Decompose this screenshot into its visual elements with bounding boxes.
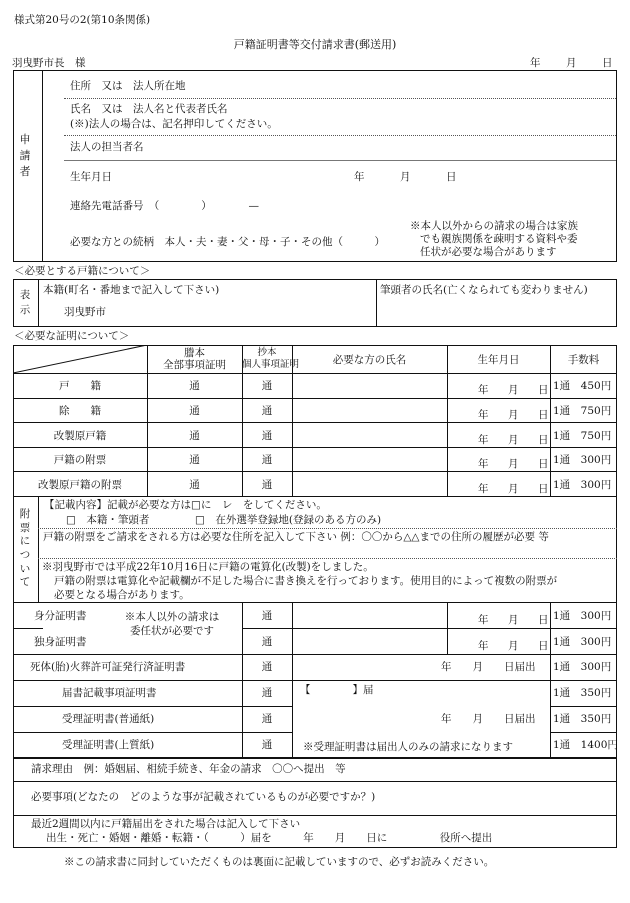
row-fee: 1通 300円 (553, 610, 612, 622)
row-name: 身分証明書 (34, 610, 87, 622)
row-day[interactable]: 日 (538, 614, 549, 626)
row-touhon[interactable]: 通 (189, 454, 200, 466)
relation-label: 必要な方との続柄 本人・夫・妻・父・母・子・その他（ ） (70, 236, 385, 248)
row-count[interactable]: 通 (261, 739, 273, 751)
fuhyo-side-label: 附票について (19, 508, 31, 589)
row-year[interactable]: 年 (478, 384, 489, 396)
corp-person-label: 法人の担当者名 (70, 141, 144, 153)
row-day[interactable]: 日 (538, 434, 549, 446)
col-birth: 生年月日 (477, 354, 520, 366)
row-fee: 1通 750円 (553, 405, 612, 417)
row-month[interactable]: 月 (508, 434, 519, 446)
relation-note: ※本人以外からの請求の場合は家族 でも親族関係を疎明する資料や委 任状が必要な場合があります (410, 220, 578, 258)
address-label: 住所 又は 法人所在地 (70, 80, 186, 92)
row-fee: 1通 450円 (553, 380, 612, 392)
birth-day[interactable]: 日 (446, 171, 457, 183)
row-shohon[interactable]: 通 (261, 430, 273, 442)
check-honseki[interactable]: □ 本籍・筆頭者 (66, 514, 150, 526)
row-fee: 1通 300円 (553, 479, 612, 491)
denshika-note-1: ※羽曳野市では平成22年10月16日に戸籍の電算化(改製)をしました。 (42, 561, 374, 573)
row-year[interactable]: 年 (478, 640, 489, 652)
reason-field[interactable]: 請求理由 例：婚姻届、相続手続き、年金の請求 〇〇へ提出 等 (31, 763, 346, 775)
hittousha-label: 筆頭者の氏名(亡くなられても変わりません) (380, 284, 588, 296)
honseki-value[interactable]: 羽曳野市 (64, 306, 106, 318)
row-fee: 1通 750円 (553, 430, 612, 442)
header-diagonal (13, 345, 148, 373)
col-name: 必要な方の氏名 (332, 354, 407, 366)
birth-label: 生年月日 (70, 171, 112, 183)
row-shohon[interactable]: 通 (261, 479, 273, 491)
form-title: 戸籍証明書等交付請求書(郵送用) (233, 38, 397, 51)
footer-note: ※この請求書に同封していただくものは裏面に記載していますので、必ずお読みください。 (64, 856, 495, 868)
addressee: 羽曳野市長 様 (12, 57, 86, 69)
recent-note: 最近2週間以内に戸籍届出をされた場合は記入して下さい (31, 818, 301, 830)
row-touhon[interactable]: 通 (189, 479, 200, 491)
row-day[interactable]: 日 (538, 640, 549, 652)
form-number: 様式第20号の2(第10条関係) (14, 14, 151, 26)
row-day[interactable]: 日 (538, 384, 549, 396)
koseki-side-label: 表示 (19, 289, 31, 317)
row-date[interactable]: 年 月 日届出 (441, 661, 536, 673)
birth-year[interactable]: 年 (354, 171, 365, 183)
row-date[interactable]: 年 月 日届出 (441, 713, 536, 725)
row-month[interactable]: 月 (508, 640, 519, 652)
fuhyo-address-note: 戸籍の附票をご請求をされる方は必要な住所を記入して下さい 例：〇〇から△△までの住所の履歴が必要 等 (43, 531, 549, 543)
row-day[interactable]: 日 (538, 458, 549, 470)
row-month[interactable]: 月 (508, 614, 519, 626)
row-year[interactable]: 年 (478, 434, 489, 446)
koseki-heading: ＜必要とする戸籍について＞ (14, 265, 151, 277)
row-name: 戸籍の附票 (53, 454, 107, 466)
row-touhon[interactable]: 通 (189, 380, 200, 392)
name-label: 氏名 又は 法人名と代表者氏名 (70, 103, 228, 115)
row-fee: 1通 350円 (553, 713, 612, 725)
row-fee: 1通 1400円 (553, 739, 618, 751)
row-year[interactable]: 年 (478, 614, 489, 626)
fuhyo-instruction: 【記載内容】記載が必要な方は□に レ をしてください。 (44, 499, 327, 511)
applicant-side-label: 申請者 (19, 133, 31, 178)
row-shohon[interactable]: 通 (261, 405, 273, 417)
date-month[interactable]: 月 (566, 57, 577, 69)
row-count[interactable]: 通 (261, 713, 273, 725)
needed-field[interactable]: 必要事項(どなたの どのような事が記載されているものが必要ですか？) (31, 791, 376, 803)
row-name: 戸 籍 (59, 380, 101, 392)
row-fee: 1通 300円 (553, 636, 612, 648)
row-count[interactable]: 通 (261, 687, 273, 699)
col-touhon: 謄本 全部事項証明 (163, 347, 226, 371)
row-month[interactable]: 月 (508, 483, 519, 495)
row-name: 改製原戸籍 (53, 430, 107, 442)
row-month[interactable]: 月 (508, 458, 519, 470)
row-shohon[interactable]: 通 (261, 454, 273, 466)
row-day[interactable]: 日 (538, 483, 549, 495)
row-touhon[interactable]: 通 (189, 430, 200, 442)
row-count[interactable]: 通 (261, 610, 273, 622)
row-shohon[interactable]: 通 (261, 380, 273, 392)
row-year[interactable]: 年 (478, 409, 489, 421)
corp-note: (※)法人の場合は、記名押印してください。 (70, 118, 278, 130)
row-year[interactable]: 年 (478, 458, 489, 470)
row-name: 除 籍 (59, 405, 101, 417)
juri-note: ※受理証明書は届出人のみの請求になります (303, 741, 513, 753)
row-count[interactable]: 通 (261, 661, 273, 673)
honseki-label: 本籍(町名・番地まで記入して下さい) (43, 284, 220, 296)
certs-heading: ＜必要な証明について＞ (14, 330, 130, 342)
denshika-note-3: 必要となる場合があります。 (54, 589, 190, 601)
row-fee: 1通 350円 (553, 687, 612, 699)
row-year[interactable]: 年 (478, 483, 489, 495)
proxy-note: ※本人以外の請求は 委任状が必要です (124, 611, 220, 637)
row-month[interactable]: 月 (508, 384, 519, 396)
row-name: 死体(胎)火葬許可証発行済証明書 (30, 661, 186, 673)
date-year[interactable]: 年 (530, 57, 541, 69)
row-name: 受理証明書(上質紙) (62, 739, 155, 751)
col-shohon: 抄本 個人事項証明 (242, 347, 300, 370)
row-name: 受理証明書(普通紙) (62, 713, 155, 725)
row-fee: 1通 300円 (553, 454, 612, 466)
phone-label: 連絡先電話番号 （ ） — (70, 200, 259, 212)
row-name: 届書記載事項証明書 (62, 687, 157, 699)
row-count[interactable]: 通 (261, 636, 273, 648)
row-name: 改製原戸籍の附票 (38, 479, 122, 491)
recent-field[interactable]: 出生・死亡・婚姻・離婚・転籍・（ ）届を 年 月 日に 役所へ提出 (46, 832, 493, 844)
row-touhon[interactable]: 通 (189, 405, 200, 417)
date-day[interactable]: 日 (602, 57, 613, 69)
denshika-note-2: 戸籍の附票は電算化や記載欄が不足した場合に書き換えを行っております。使用目的によって複数の附票が (54, 575, 558, 587)
col-fee: 手数料 (567, 354, 600, 366)
birth-month[interactable]: 月 (400, 171, 411, 183)
row-name: 独身証明書 (34, 636, 87, 648)
row-todoke-type[interactable]: 【 】届 (300, 684, 374, 696)
check-zaigai[interactable]: □ 在外選挙登録地(登録のある方のみ) (195, 514, 382, 526)
row-day[interactable]: 日 (538, 409, 549, 421)
row-fee: 1通 300円 (553, 661, 612, 673)
row-month[interactable]: 月 (508, 409, 519, 421)
